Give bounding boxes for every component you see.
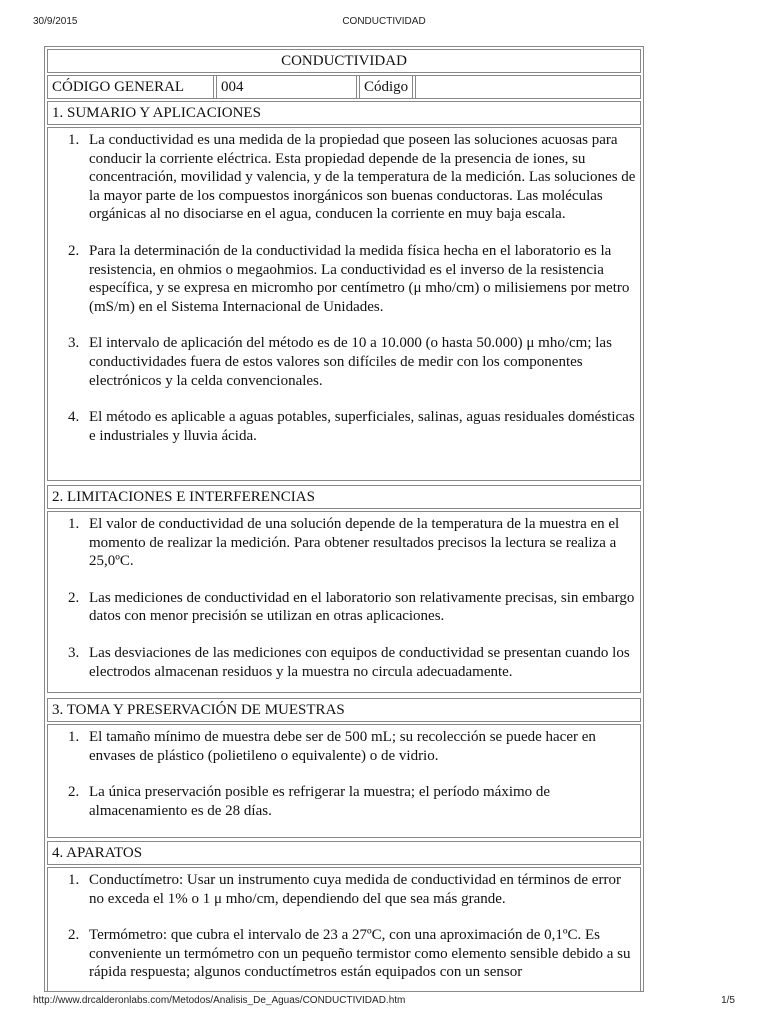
code-row (47, 75, 641, 99)
general-code-label-cell (48, 76, 214, 98)
general-code-value: 004 (221, 79, 244, 95)
section-title: 2. LIMITACIONES E INTERFERENCIAS (52, 489, 315, 505)
doc-title-row (47, 49, 641, 73)
section-header-3 (47, 698, 641, 722)
list-item: 3. El intervalo de aplicación del método es de 10 a 10.000 (o hasta 50.000) μ mho/cm; las conductividades fuera de estos valores son difíciles de medir con los componentes electrónicos y la celda convencionales. (68, 335, 612, 389)
section-title: 4. APARATOS (52, 845, 143, 861)
list-item: 3. Las desviaciones de las mediciones con equipos de conductividad se presentan cuando los electrodos almacenan residuos y la muestra no circula adecuadamente. (68, 644, 630, 680)
section-list (48, 728, 640, 820)
general-code-label: CÓDIGO GENERAL (52, 79, 185, 95)
code-value-cell (415, 76, 640, 98)
print-page-number: 1/5 (721, 995, 735, 1006)
section-header-4 (47, 841, 641, 865)
section-title: 3. TOMA Y PRESERVACIÓN DE MUESTRAS (52, 702, 345, 718)
section-body-4 (47, 867, 641, 992)
section-body-2 (47, 511, 641, 693)
list-item: 2. Para la determinación de la conductividad la medida física hecha en el laboratorio es la resistencia, en ohmios o megaohmios. La conductividad es el inverso de la resistencia específica, y se expresa en micromho por centímetro (μ mho/cm) o milisiemens por metro (mS/m) en el Sistema Internacional de Unidades. (68, 242, 630, 315)
section-body-1 (47, 127, 641, 481)
list-item: 2. Termómetro: que cubra el intervalo de 23 a 27ºC, con una aproximación de 0,1ºC. Es conveniente un termómetro con un pequeño termistor como elemento sensible debido a su rápida respuesta; algunos conductímetros están equipados con un sensor (68, 927, 631, 981)
code-value (416, 76, 640, 80)
section-list (48, 871, 640, 982)
list-item: 2. Las mediciones de conductividad en el laboratorio son relativamente precisas, sin embargo datos con menor precisión se utilizan en otras aplicaciones. (68, 589, 635, 625)
section-list (48, 131, 640, 445)
document-table (44, 46, 644, 992)
browser-print-header (0, 16, 768, 32)
print-date: 30/9/2015 (33, 16, 78, 27)
section-header-1 (47, 101, 641, 125)
list-item: 1. Conductímetro: Usar un instrumento cuya medida de conductividad en términos de error no exceda el 1% o 1 μ mho/cm, dependiendo del que sea más grande. (68, 872, 621, 907)
code-label: Código (364, 79, 409, 95)
code-label-cell (359, 76, 413, 98)
list-item: 1. El tamaño mínimo de muestra debe ser de 500 mL; su recolección se puede hacer en envases de plástico (polietileno o equivalente) o de vidrio. (68, 729, 596, 764)
doc-title: CONDUCTIVIDAD (281, 53, 407, 69)
section-header-2 (47, 485, 641, 509)
list-item: 1. La conductividad es una medida de la propiedad que poseen las soluciones acuosas para conducir la corriente eléctrica. Esta propiedad depende de la presencia de iones, su concentración, movilidad y valencia, y de la temperatura de la medición. Las soluciones de la mayor parte de los compuestos inorgánicos son buenas conductoras. Las moléculas orgánicas al no disociarse en el agua, conducen la corriente en muy baja escala. (68, 132, 636, 223)
general-code-value-cell (216, 76, 357, 98)
section-title: 1. SUMARIO Y APLICACIONES (52, 105, 261, 121)
print-title: CONDUCTIVIDAD (342, 16, 426, 27)
browser-print-footer (0, 995, 768, 1011)
list-item: 2. La única preservación posible es refrigerar la muestra; el período máximo de almacenamiento es de 28 días. (68, 784, 551, 819)
section-body-3 (47, 724, 641, 838)
list-item: 1. El valor de conductividad de una solución depende de la temperatura de la muestra en el momento de realizar la medición. Para obtener resultados precisos la lectura se realiza a 25,0ºC. (68, 516, 620, 570)
section-list (48, 515, 640, 681)
list-item: 4. El método es aplicable a aguas potables, superficiales, salinas, aguas residuales domésticas e industriales y lluvia ácida. (68, 409, 635, 444)
print-url: http://www.drcalderonlabs.com/Metodos/Analisis_De_Aguas/CONDUCTIVIDAD.htm (33, 995, 406, 1006)
